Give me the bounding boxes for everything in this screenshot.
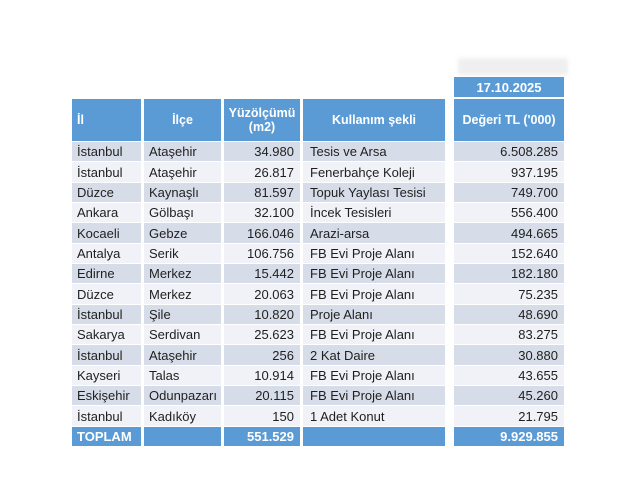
cell-ilce[interactable]: Kadıköy bbox=[144, 406, 221, 425]
cell-yuzolcumu[interactable]: 256 bbox=[224, 345, 300, 364]
total-degeri[interactable]: 9.929.855 bbox=[454, 427, 564, 447]
cell-yuzolcumu[interactable]: 26.817 bbox=[224, 162, 300, 181]
cell-ilce[interactable]: Talas bbox=[144, 366, 221, 385]
cell-yuzolcumu[interactable]: 32.100 bbox=[224, 203, 300, 222]
column-gap bbox=[448, 366, 451, 385]
cell-yuzolcumu[interactable]: 20.063 bbox=[224, 284, 300, 303]
asset-table bbox=[72, 99, 564, 446]
cell-yuzolcumu[interactable]: 10.914 bbox=[224, 366, 300, 385]
cell-il[interactable]: İstanbul bbox=[72, 162, 141, 181]
cell-yuzolcumu[interactable]: 20.115 bbox=[224, 386, 300, 405]
cell-degeri[interactable]: 30.880 bbox=[454, 345, 564, 364]
column-header-yuzolcumu[interactable]: Yüzölçümü(m2) bbox=[224, 99, 300, 141]
cell-degeri[interactable]: 152.640 bbox=[454, 244, 564, 263]
cell-kullanim[interactable]: FB Evi Proje Alanı bbox=[303, 244, 445, 263]
cell-degeri[interactable]: 21.795 bbox=[454, 406, 564, 425]
cell-degeri[interactable]: 48.690 bbox=[454, 305, 564, 324]
cell-kullanim[interactable]: FB Evi Proje Alanı bbox=[303, 366, 445, 385]
cell-ilce[interactable]: Serik bbox=[144, 244, 221, 263]
column-gap bbox=[448, 386, 451, 405]
cell-ilce[interactable]: Ataşehir bbox=[144, 345, 221, 364]
cell-il[interactable]: İstanbul bbox=[72, 345, 141, 364]
cell-il[interactable]: Eskişehir bbox=[72, 386, 141, 405]
cell-il[interactable]: Ankara bbox=[72, 203, 141, 222]
cell-ilce[interactable]: Ataşehir bbox=[144, 142, 221, 161]
cell-ilce[interactable]: Kaynaşlı bbox=[144, 183, 221, 202]
cell-degeri[interactable]: 75.235 bbox=[454, 284, 564, 303]
cell-degeri[interactable]: 43.655 bbox=[454, 366, 564, 385]
column-header-kullanim[interactable]: Kullanım şekli bbox=[303, 99, 445, 141]
column-gap bbox=[448, 406, 451, 425]
cell-ilce[interactable]: Şile bbox=[144, 305, 221, 324]
column-gap bbox=[448, 305, 451, 324]
cell-ilce[interactable]: Odunpazarı bbox=[144, 386, 221, 405]
cell-kullanim[interactable]: FB Evi Proje Alanı bbox=[303, 386, 445, 405]
cell-ilce[interactable]: Ataşehir bbox=[144, 162, 221, 181]
cell-kullanim[interactable]: FB Evi Proje Alanı bbox=[303, 325, 445, 344]
column-gap bbox=[448, 203, 451, 222]
cell-ilce[interactable]: Merkez bbox=[144, 264, 221, 283]
cell-kullanim[interactable]: Proje Alanı bbox=[303, 305, 445, 324]
cell-il[interactable]: Sakarya bbox=[72, 325, 141, 344]
cell-il[interactable]: Düzce bbox=[72, 183, 141, 202]
column-gap bbox=[448, 142, 451, 161]
cell-kullanim[interactable]: FB Evi Proje Alanı bbox=[303, 264, 445, 283]
cell-kullanim[interactable]: Arazi-arsa bbox=[303, 223, 445, 242]
column-gap bbox=[448, 325, 451, 344]
cell-il[interactable]: Edirne bbox=[72, 264, 141, 283]
column-header-ilce[interactable]: İlçe bbox=[144, 99, 221, 141]
column-gap bbox=[448, 244, 451, 263]
column-gap bbox=[448, 183, 451, 202]
cell-il[interactable]: Düzce bbox=[72, 284, 141, 303]
cell-ilce[interactable]: Gebze bbox=[144, 223, 221, 242]
cell-il[interactable]: İstanbul bbox=[72, 406, 141, 425]
cell-degeri[interactable]: 494.665 bbox=[454, 223, 564, 242]
cell-yuzolcumu[interactable]: 81.597 bbox=[224, 183, 300, 202]
cell-il[interactable]: Kocaeli bbox=[72, 223, 141, 242]
column-header-il[interactable]: İl bbox=[72, 99, 141, 141]
cell-il[interactable]: Kayseri bbox=[72, 366, 141, 385]
picture-shadow bbox=[458, 58, 568, 75]
column-gap bbox=[448, 345, 451, 364]
cell-degeri[interactable]: 556.400 bbox=[454, 203, 564, 222]
column-gap bbox=[448, 264, 451, 283]
cell-kullanim[interactable]: FB Evi Proje Alanı bbox=[303, 284, 445, 303]
cell-yuzolcumu[interactable]: 25.623 bbox=[224, 325, 300, 344]
cell-yuzolcumu[interactable]: 34.980 bbox=[224, 142, 300, 161]
total-ilce-empty[interactable] bbox=[144, 427, 221, 447]
cell-kullanim[interactable]: İncek Tesisleri bbox=[303, 203, 445, 222]
column-header-degeri[interactable]: Değeri TL ('000) bbox=[454, 99, 564, 141]
report-date-cell[interactable]: 17.10.2025 bbox=[454, 77, 564, 97]
cell-kullanim[interactable]: Topuk Yaylası Tesisi bbox=[303, 183, 445, 202]
cell-yuzolcumu[interactable]: 166.046 bbox=[224, 223, 300, 242]
cell-yuzolcumu[interactable]: 150 bbox=[224, 406, 300, 425]
cell-degeri[interactable]: 83.275 bbox=[454, 325, 564, 344]
cell-ilce[interactable]: Serdivan bbox=[144, 325, 221, 344]
cell-kullanim[interactable]: 1 Adet Konut bbox=[303, 406, 445, 425]
cell-il[interactable]: İstanbul bbox=[72, 305, 141, 324]
cell-degeri[interactable]: 937.195 bbox=[454, 162, 564, 181]
column-gap bbox=[448, 284, 451, 303]
cell-kullanim[interactable]: 2 Kat Daire bbox=[303, 345, 445, 364]
column-gap bbox=[448, 223, 451, 242]
total-kullanim-empty[interactable] bbox=[303, 427, 445, 447]
cell-yuzolcumu[interactable]: 10.820 bbox=[224, 305, 300, 324]
cell-yuzolcumu[interactable]: 106.756 bbox=[224, 244, 300, 263]
cell-il[interactable]: Antalya bbox=[72, 244, 141, 263]
total-yuzolcumu[interactable]: 551.529 bbox=[224, 427, 300, 447]
cell-ilce[interactable]: Merkez bbox=[144, 284, 221, 303]
column-gap bbox=[448, 427, 451, 447]
cell-yuzolcumu[interactable]: 15.442 bbox=[224, 264, 300, 283]
cell-degeri[interactable]: 45.260 bbox=[454, 386, 564, 405]
cell-degeri[interactable]: 182.180 bbox=[454, 264, 564, 283]
cell-il[interactable]: İstanbul bbox=[72, 142, 141, 161]
cell-degeri[interactable]: 6.508.285 bbox=[454, 142, 564, 161]
column-gap bbox=[448, 162, 451, 181]
total-label[interactable]: TOPLAM bbox=[72, 427, 141, 447]
cell-kullanim[interactable]: Tesis ve Arsa bbox=[303, 142, 445, 161]
cell-ilce[interactable]: Gölbaşı bbox=[144, 203, 221, 222]
column-gap bbox=[448, 99, 451, 141]
cell-degeri[interactable]: 749.700 bbox=[454, 183, 564, 202]
cell-kullanim[interactable]: Fenerbahçe Koleji bbox=[303, 162, 445, 181]
